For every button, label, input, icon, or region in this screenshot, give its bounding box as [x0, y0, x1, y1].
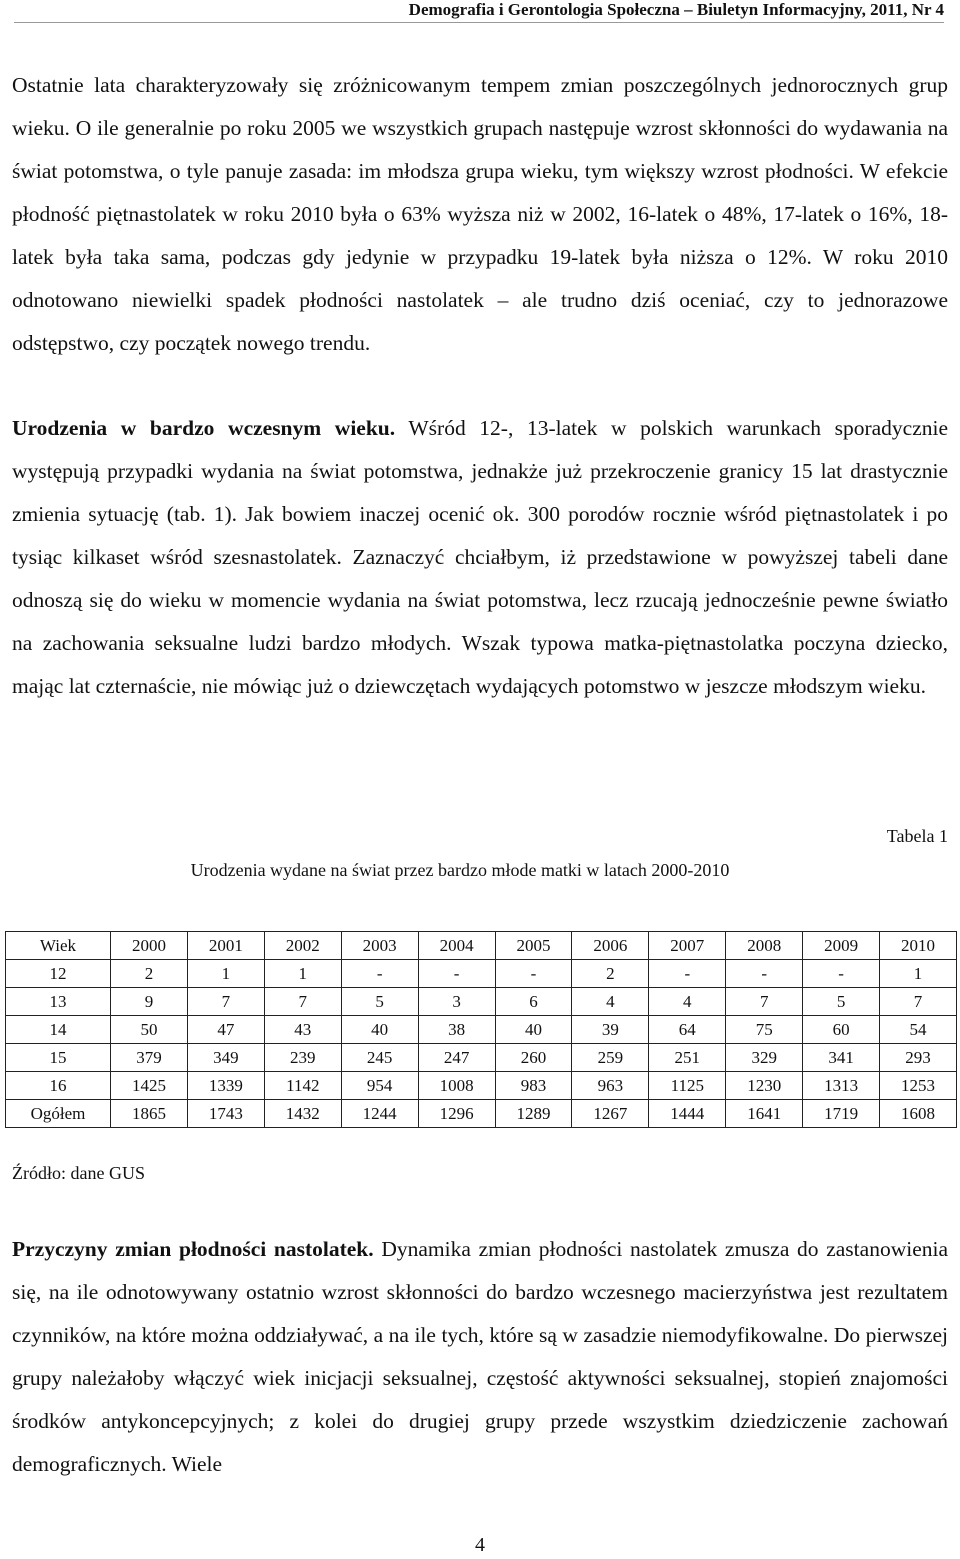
table-cell: 7 [726, 988, 803, 1016]
table-cell: 1244 [341, 1100, 418, 1128]
table-cell: - [495, 960, 572, 988]
table-header-cell: 2003 [341, 932, 418, 960]
table-title: Urodzenia wydane na świat przez bardzo młode matki w latach 2000-2010 [190, 860, 730, 880]
table-cell: 40 [495, 1016, 572, 1044]
table-cell: 15 [6, 1044, 111, 1072]
table-header-cell: 2000 [111, 932, 188, 960]
table-cell: 60 [803, 1016, 880, 1044]
table-cell: 1608 [880, 1100, 957, 1128]
table-cell: 39 [572, 1016, 649, 1044]
table-header-row [6, 932, 957, 960]
table-cell: 260 [495, 1044, 572, 1072]
table-cell: 12 [6, 960, 111, 988]
paragraph-early-births-body: Wśród 12-, 13-latek w polskich warunkach sporadycznie występują przypadki wydania na świat potomstwa, jednakże już przekroczenie granicy 15 lat drastycznie zmienia sytuację (tab. 1). Jak bowiem inaczej ocenić ok. 300 porodów rocznie wśród piętnastolatek i po tysiąc kilkaset wśród szesnastolatek. Zaznaczyć chciałbym, iż przedstawione w powyższej tabeli dane odnoszą się do wieku w momencie wydania na świat potomstwa, lecz rzucają jednocześnie pewne światło na zachowania seksualne ludzi bardzo młodych. Wszak typowa matka-piętnastolatka poczyna dziecko, mając lat czternaście, nie mówiąc już o dziewczętach wydających potomstwo w jeszcze młodszym wieku. [12, 416, 949, 698]
paragraph-causes-body: Dynamika zmian płodności nastolatek zmusza do zastanowienia się, na ile odnotowywany ostatnio wzrost skłonności do bardzo wczesnego macierzyństwa jest rezultatem czynników, na które można oddziaływać, a na ile tych, które są w zasadzie niemodyfikowalne. Do pierwszej grupy należałoby włączyć wiek inicjacji seksualnej, częstość aktywności seksualnej, stopień znajomości środków antykoncepcyjnych; z kolei do drugiej grupy przede wszystkim dziedziczenie zachowań demograficznych. Wiele [12, 1237, 949, 1476]
table-cell: 379 [111, 1044, 188, 1072]
table-cell: 1 [264, 960, 341, 988]
table-cell: 50 [111, 1016, 188, 1044]
table-cell: 14 [6, 1016, 111, 1044]
table-cell: 1 [187, 960, 264, 988]
table-cell: - [418, 960, 495, 988]
table-cell: 38 [418, 1016, 495, 1044]
table-cell: 64 [649, 1016, 726, 1044]
paragraph-fertility-trends: Ostatnie lata charakteryzowały się zróżnicowanym tempem zmian poszczególnych jednorocznych grup wieku. O ile generalnie po roku 2005 we wszystkich grupach następuje wzrost skłonności do wydawania na świat potomstwa, o tyle panuje zasada: im młodsza grupa wieku, tym większy wzrost płodności. W efekcie płodność piętnastolatek w roku 2010 była o 63% wyższa niż w 2002, 16-latek o 48%, 17-latek o 16%, 18-latek była taka sama, podczas gdy jedynie w przypadku 19-latek była niższa o 12%. W roku 2010 odnotowano niewielki spadek płodności nastolatek – ale trudno dziś oceniać, czy to jednorazowe odstępstwo, czy początek nowego trendu. [12, 73, 948, 355]
table-header-cell: 2007 [649, 932, 726, 960]
table-row [6, 1072, 957, 1100]
table-cell: 954 [341, 1072, 418, 1100]
table-cell: 3 [418, 988, 495, 1016]
table-cell: 13 [6, 988, 111, 1016]
table-cell: 1296 [418, 1100, 495, 1128]
table-cell: 1313 [803, 1072, 880, 1100]
table-row-total [6, 1100, 957, 1128]
table-cell: 43 [264, 1016, 341, 1044]
table-cell: 341 [803, 1044, 880, 1072]
table-cell: 259 [572, 1044, 649, 1072]
table-row [6, 1016, 957, 1044]
table-cell: 1719 [803, 1100, 880, 1128]
section-heading-causes: Przyczyny zmian płodności nastolatek. [12, 1237, 374, 1261]
table-cell: 1339 [187, 1072, 264, 1100]
table-cell: 1289 [495, 1100, 572, 1128]
table-cell: - [726, 960, 803, 988]
table-cell: 1 [880, 960, 957, 988]
table-row [6, 960, 957, 988]
births-table [5, 931, 957, 1128]
table-cell: 47 [187, 1016, 264, 1044]
table-cell: 245 [341, 1044, 418, 1072]
table-cell: 1425 [111, 1072, 188, 1100]
table-header-cell: Wiek [6, 932, 111, 960]
table-cell: 1142 [264, 1072, 341, 1100]
table-cell: - [803, 960, 880, 988]
table-header-cell: 2008 [726, 932, 803, 960]
table-cell: 5 [341, 988, 418, 1016]
table-cell: 349 [187, 1044, 264, 1072]
table-cell: 1230 [726, 1072, 803, 1100]
table-cell: 983 [495, 1072, 572, 1100]
table-cell: 4 [572, 988, 649, 1016]
table-cell: 1865 [111, 1100, 188, 1128]
table-cell: 7 [880, 988, 957, 1016]
table-row [6, 1044, 957, 1072]
table-cell: 251 [649, 1044, 726, 1072]
table-cell: 1125 [649, 1072, 726, 1100]
table-cell: 1641 [726, 1100, 803, 1128]
table-cell: 1743 [187, 1100, 264, 1128]
table-cell: 1432 [264, 1100, 341, 1128]
table-cell: 2 [572, 960, 649, 988]
table-cell: 963 [572, 1072, 649, 1100]
table-header-cell: 2005 [495, 932, 572, 960]
table-cell: 7 [187, 988, 264, 1016]
table-cell: 329 [726, 1044, 803, 1072]
table-cell: 1008 [418, 1072, 495, 1100]
table-number: Tabela 1 [886, 826, 948, 846]
table-header-cell: 2009 [803, 932, 880, 960]
table-cell: - [341, 960, 418, 988]
table-header-cell: 2001 [187, 932, 264, 960]
table-cell: Ogółem [6, 1100, 111, 1128]
table-row [6, 988, 957, 1016]
table-cell: 247 [418, 1044, 495, 1072]
table-cell: 7 [264, 988, 341, 1016]
paragraph-causes [12, 1228, 948, 1486]
table-cell: 293 [880, 1044, 957, 1072]
table-source: Źródło: dane GUS [12, 1163, 145, 1183]
table-cell: 1267 [572, 1100, 649, 1128]
running-header: Demografia i Gerontologia Społeczna – Biuletyn Informacyjny, 2011, Nr 4 [14, 0, 944, 23]
paragraph-early-births [12, 407, 948, 708]
table-header-cell: 2006 [572, 932, 649, 960]
table-cell: 40 [341, 1016, 418, 1044]
table-cell: 5 [803, 988, 880, 1016]
table-cell: 16 [6, 1072, 111, 1100]
section-heading-early-births: Urodzenia w bardzo wczesnym wieku. [12, 416, 396, 440]
table-cell: 75 [726, 1016, 803, 1044]
table-cell: 1253 [880, 1072, 957, 1100]
table-cell: 6 [495, 988, 572, 1016]
table-header-cell: 2010 [880, 932, 957, 960]
table-cell: 9 [111, 988, 188, 1016]
table-cell: 2 [111, 960, 188, 988]
table-cell: 1444 [649, 1100, 726, 1128]
table-header-cell: 2004 [418, 932, 495, 960]
table-cell: 4 [649, 988, 726, 1016]
table-cell: 54 [880, 1016, 957, 1044]
table-cell: - [649, 960, 726, 988]
page-number: 4 [475, 1534, 485, 1556]
table-header-cell: 2002 [264, 932, 341, 960]
table-cell: 239 [264, 1044, 341, 1072]
